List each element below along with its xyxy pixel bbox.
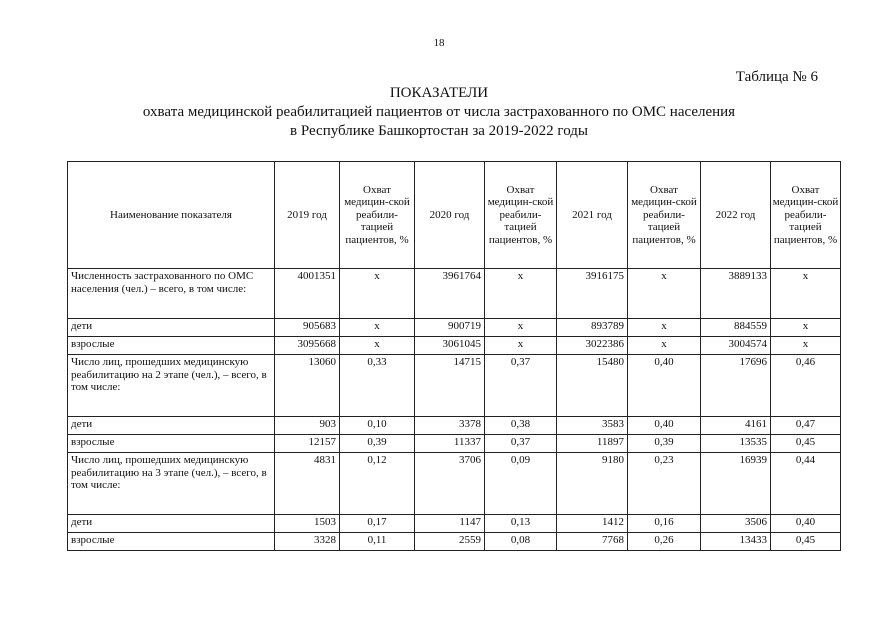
cell-value: 3061045 [415, 337, 485, 355]
table-row [68, 319, 841, 337]
title-line-3: в Республике Башкортостан за 2019-2022 годы [290, 123, 588, 139]
cell-value: 3378 [415, 417, 485, 435]
table-row [68, 435, 841, 453]
cell-value: 17696 [701, 355, 771, 417]
cell-value: 900719 [415, 319, 485, 337]
cell-value: х [628, 319, 701, 337]
indicators-table [67, 161, 841, 551]
header-cell: Охват медицин-ской реабили-тацией пациентов, % [771, 162, 841, 269]
cell-value: х [485, 319, 557, 337]
cell-value: 7768 [557, 533, 628, 551]
table-row [68, 417, 841, 435]
cell-value: 2559 [415, 533, 485, 551]
header-cell: 2020 год [415, 162, 485, 269]
cell-value: 3889133 [701, 269, 771, 319]
cell-value: 0,12 [340, 453, 415, 515]
cell-value: х [771, 319, 841, 337]
table-row [68, 453, 841, 515]
cell-value: 3095668 [275, 337, 340, 355]
cell-value: х [628, 269, 701, 319]
cell-value: 0,10 [340, 417, 415, 435]
cell-value: 0,16 [628, 515, 701, 533]
cell-value: х [340, 337, 415, 355]
header-cell: 2022 год [701, 162, 771, 269]
header-cell: Наименование показателя [68, 162, 275, 269]
table-row [68, 515, 841, 533]
cell-value: 903 [275, 417, 340, 435]
table-row [68, 269, 841, 319]
cell-value: 0,40 [628, 417, 701, 435]
row-label: взрослые [68, 337, 275, 355]
cell-value: 3583 [557, 417, 628, 435]
cell-value: 0,09 [485, 453, 557, 515]
row-label: взрослые [68, 533, 275, 551]
cell-value: х [485, 337, 557, 355]
cell-value: 0,37 [485, 355, 557, 417]
cell-value: 0,11 [340, 533, 415, 551]
header-cell: Охват медицин-ской реабили-тацией пациентов, % [628, 162, 701, 269]
title-line-2: охвата медицинской реабилитацией пациентов от числа застрахованного по ОМС населения [142, 104, 736, 120]
cell-value: 1147 [415, 515, 485, 533]
row-label: Число лиц, прошедших медицинскую реабилитацию на 2 этапе (чел.), – всего, в том числе: [68, 355, 275, 417]
cell-value: 0,26 [628, 533, 701, 551]
row-label: дети [68, 417, 275, 435]
cell-value: 0,13 [485, 515, 557, 533]
cell-value: 0,08 [485, 533, 557, 551]
cell-value: 13060 [275, 355, 340, 417]
table-number: Таблица № 6 [735, 69, 818, 85]
cell-value: 884559 [701, 319, 771, 337]
cell-value: х [340, 269, 415, 319]
header-cell: 2019 год [275, 162, 340, 269]
cell-value: 0,46 [771, 355, 841, 417]
cell-value: 0,17 [340, 515, 415, 533]
cell-value: 1412 [557, 515, 628, 533]
header-row [68, 162, 841, 269]
row-label: дети [68, 319, 275, 337]
cell-value: 0,23 [628, 453, 701, 515]
cell-value: 4831 [275, 453, 340, 515]
table-row [68, 355, 841, 417]
row-label: дети [68, 515, 275, 533]
row-label: взрослые [68, 435, 275, 453]
cell-value: 893789 [557, 319, 628, 337]
title-line-1: ПОКАЗАТЕЛИ [389, 85, 489, 101]
cell-value: 0,39 [628, 435, 701, 453]
table-row [68, 533, 841, 551]
table-title [0, 84, 878, 141]
cell-value: 15480 [557, 355, 628, 417]
row-label: Число лиц, прошедших медицинскую реабилитацию на 3 этапе (чел.), – всего, в том числе: [68, 453, 275, 515]
page-number: 18 [433, 37, 445, 49]
header-cell: 2021 год [557, 162, 628, 269]
row-label: Численность застрахованного по ОМС населения (чел.) – всего, в том числе: [68, 269, 275, 319]
cell-value: 0,33 [340, 355, 415, 417]
cell-value: 3004574 [701, 337, 771, 355]
cell-value: 1503 [275, 515, 340, 533]
cell-value: 11897 [557, 435, 628, 453]
cell-value: 0,40 [771, 515, 841, 533]
cell-value: 3022386 [557, 337, 628, 355]
header-cell: Охват медицин-ской реабили-тацией пациентов, % [485, 162, 557, 269]
cell-value: х [771, 337, 841, 355]
table-row [68, 337, 841, 355]
cell-value: 0,40 [628, 355, 701, 417]
header-cell: Охват медицин-ской реабили-тацией пациентов, % [340, 162, 415, 269]
cell-value: 3506 [701, 515, 771, 533]
cell-value: х [485, 269, 557, 319]
cell-value: 12157 [275, 435, 340, 453]
cell-value: 0,47 [771, 417, 841, 435]
cell-value: 3706 [415, 453, 485, 515]
cell-value: 4161 [701, 417, 771, 435]
cell-value: 9180 [557, 453, 628, 515]
cell-value: 0,38 [485, 417, 557, 435]
cell-value: 0,44 [771, 453, 841, 515]
cell-value: 16939 [701, 453, 771, 515]
cell-value: 13433 [701, 533, 771, 551]
cell-value: 905683 [275, 319, 340, 337]
cell-value: х [771, 269, 841, 319]
cell-value: 0,39 [340, 435, 415, 453]
cell-value: 3961764 [415, 269, 485, 319]
cell-value: 14715 [415, 355, 485, 417]
cell-value: 0,45 [771, 435, 841, 453]
cell-value: 11337 [415, 435, 485, 453]
cell-value: 3916175 [557, 269, 628, 319]
cell-value: 3328 [275, 533, 340, 551]
cell-value: 0,37 [485, 435, 557, 453]
cell-value: 4001351 [275, 269, 340, 319]
cell-value: х [340, 319, 415, 337]
cell-value: х [628, 337, 701, 355]
cell-value: 0,45 [771, 533, 841, 551]
cell-value: 13535 [701, 435, 771, 453]
